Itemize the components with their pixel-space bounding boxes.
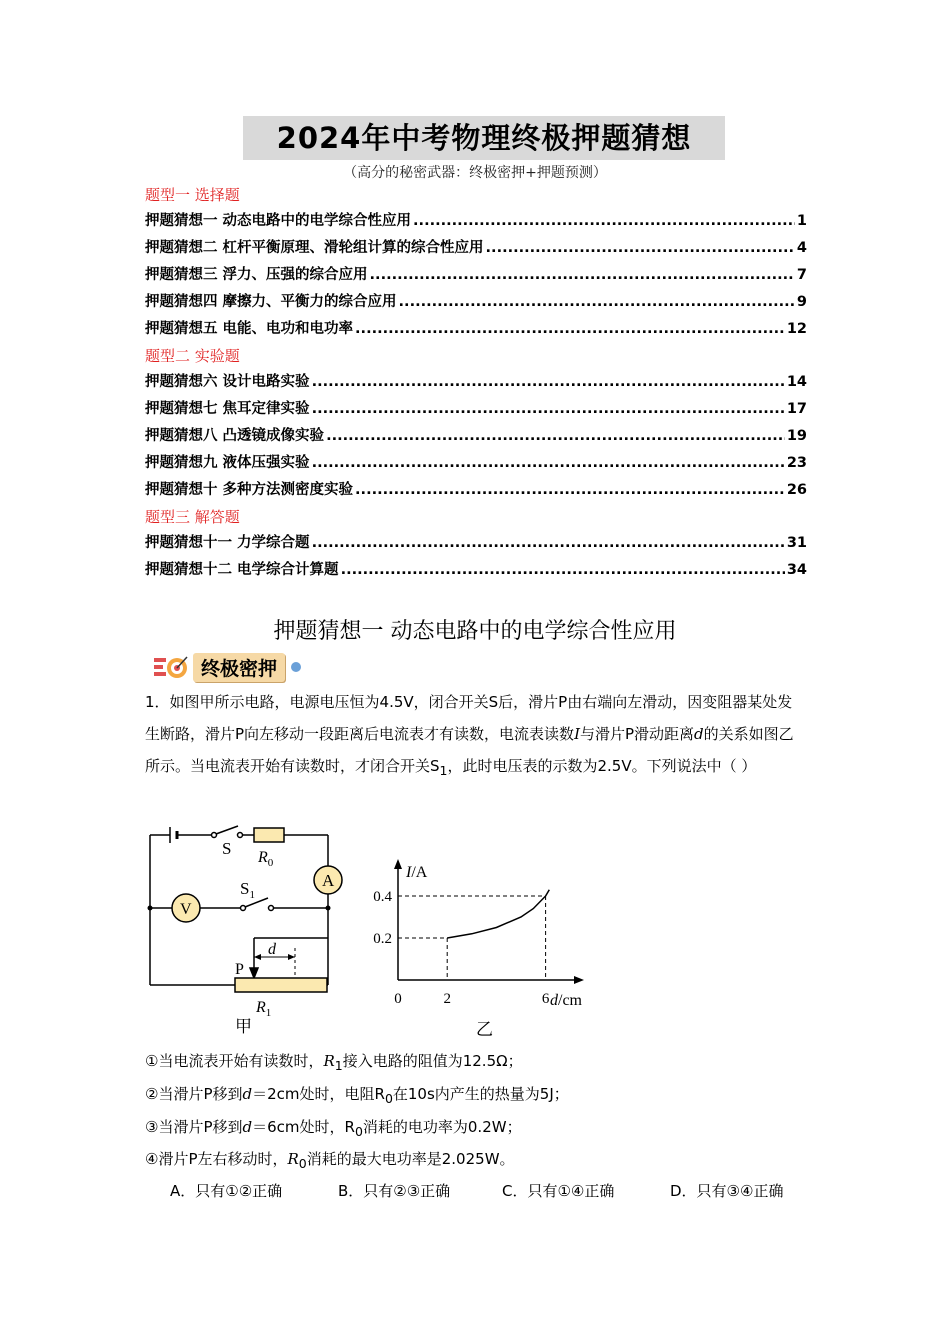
statement-text: 当电流表开始有读数时， (158, 1052, 324, 1070)
toc-entry-page: 1 (796, 213, 807, 229)
choice-c[interactable]: C．只有①④正确 (502, 1182, 615, 1200)
circuit-diagram (140, 820, 360, 1040)
toc-entry[interactable] (145, 423, 807, 450)
y-axis-label: I/A (406, 864, 428, 881)
label-r1: $R_1$ (256, 999, 272, 1019)
toc-entry[interactable] (145, 557, 807, 584)
toc-entry-label: 押题猜想一 动态电路中的电学综合性应用 (145, 213, 412, 229)
toc-entry[interactable] (145, 316, 807, 343)
statement-variable: d (242, 1118, 253, 1136)
statement-text: 当滑片P移到 (158, 1085, 243, 1103)
question-text (145, 686, 805, 787)
toc-entry-label: 押题猜想七 焦耳定律实验 (145, 401, 310, 417)
toc-entry-label: 押题猜想十一 力学综合题 (145, 535, 310, 551)
y-tick-label: 0.4 (373, 889, 392, 905)
x-tick-label: 2 (443, 991, 451, 1007)
toc-entry-page: 17 (786, 401, 807, 417)
question-part-2: 与滑片P滑动距离 (580, 725, 695, 743)
toc-leader-dots (312, 530, 785, 557)
chart-current-vs-distance (360, 855, 600, 1040)
label-p: P (235, 961, 244, 978)
toc-leader-dots (355, 477, 785, 504)
toc-entry-label: 押题猜想五 电能、电功和电功率 (145, 321, 354, 337)
toc-entry[interactable] (145, 262, 807, 289)
toc-leader-dots (370, 262, 795, 289)
table-of-contents (145, 182, 807, 584)
x-tick-label: 6 (541, 991, 550, 1007)
toc-entry-label: 押题猜想三 浮力、压强的综合应用 (145, 267, 368, 283)
toc-entry-page: 14 (786, 374, 807, 390)
statement-variable: R (323, 1052, 335, 1070)
choice-b[interactable]: B．只有②③正确 (338, 1182, 451, 1200)
statement-text: 在10s内产生的热量为5J； (392, 1085, 569, 1103)
section-title: 押题猜想一 动态电路中的电学综合性应用 (273, 619, 677, 644)
toc-entry-page: 31 (786, 535, 807, 551)
toc-leader-dots (399, 289, 795, 316)
toc-leader-dots (486, 235, 795, 262)
statement-1 (145, 1050, 523, 1073)
toc-entry[interactable] (145, 477, 807, 504)
statement-text: 滑片P左右移动时， (158, 1150, 288, 1168)
question-part-4: ，此时电压表的示数为2.5V。下列说法中（ ） (447, 757, 757, 775)
toc-leader-dots (312, 369, 785, 396)
subtitle: （高分的秘密武器：终极密押+押题预测） (343, 165, 607, 181)
toc-entry-page: 4 (796, 240, 807, 256)
statement-subscript: 0 (298, 1156, 307, 1171)
statement-text: 消耗的最大电功率是2.025W。 (306, 1150, 515, 1168)
statement-variable: R (287, 1150, 299, 1168)
badge-label: 终极密押 (193, 653, 285, 682)
toc-entry-page: 34 (786, 562, 807, 578)
question-part-1: 1．如图甲所示电路，电源电压恒为4.5V，闭合开关S后，滑片P由右端向左滑动，因变阻器某处发生断路，滑片P向左移动一段距离后电流表才有读数，电流表读数 (145, 693, 793, 743)
statement-text: ＝2cm处时，电阻R (252, 1085, 385, 1103)
statement-subscript: 0 (354, 1124, 363, 1139)
label-r0: $R_0$ (258, 849, 274, 869)
statement-variable: d (242, 1085, 253, 1103)
x-axis-label: d/cm (550, 992, 582, 1009)
statement-3 (145, 1116, 522, 1139)
toc-leader-dots (312, 396, 785, 423)
toc-entry-page: 7 (796, 267, 807, 283)
statement-mark: ② (145, 1085, 159, 1103)
toc-section-heading: 题型一 选择题 (145, 186, 240, 204)
statement-text: ＝6cm处时，R (252, 1118, 355, 1136)
toc-entry[interactable] (145, 396, 807, 423)
x-tick-label: 0 (394, 991, 402, 1007)
series-line (447, 896, 545, 938)
label-a: A (322, 871, 335, 890)
badge-dot (291, 662, 301, 672)
toc-leader-dots (341, 557, 785, 584)
main-title: 2024年中考物理终极押题猜想 (243, 116, 725, 160)
toc-entry-label: 押题猜想八 凸透镜成像实验 (145, 428, 325, 444)
caption-a: 甲 (235, 1017, 252, 1037)
toc-leader-dots (355, 316, 785, 343)
answer-choices (170, 1180, 783, 1201)
y-tick-label: 0.2 (373, 931, 392, 947)
label-s: S (222, 839, 232, 858)
toc-entry[interactable] (145, 369, 807, 396)
toc-entry-page: 19 (786, 428, 807, 444)
caption-b: 乙 (476, 1020, 493, 1040)
toc-leader-dots (312, 450, 785, 477)
statement-2 (145, 1083, 569, 1106)
toc-entry-page: 26 (786, 482, 807, 498)
toc-entry-label: 押题猜想二 杠杆平衡原理、滑轮组计算的综合性应用 (145, 240, 484, 256)
statement-mark: ③ (145, 1118, 159, 1136)
statement-mark: ① (145, 1052, 159, 1070)
label-v: V (180, 901, 192, 918)
toc-entry-page: 12 (786, 321, 807, 337)
statement-subscript: 1 (334, 1058, 343, 1073)
question-part-3: 的关系如图乙所示。当电流表开始有读数时，才闭合开关S (145, 725, 794, 775)
var-i: I (574, 725, 580, 743)
badge (153, 652, 301, 682)
statement-subscript: 0 (384, 1091, 393, 1106)
toc-entry[interactable] (145, 530, 807, 557)
toc-section-heading: 题型三 解答题 (145, 508, 240, 526)
toc-entry-label: 押题猜想十 多种方法测密度实验 (145, 482, 354, 498)
toc-entry-label: 押题猜想九 液体压强实验 (145, 455, 310, 471)
sub-1: 1 (439, 763, 448, 778)
label-s1: $S_1$ (240, 879, 255, 901)
statement-text: 接入电路的阻值为12.5Ω； (342, 1052, 523, 1070)
toc-entry-label: 押题猜想六 设计电路实验 (145, 374, 310, 390)
toc-entry[interactable] (145, 208, 807, 235)
choice-d[interactable]: D．只有③④正确 (670, 1182, 784, 1200)
choice-a[interactable]: A．只有①②正确 (170, 1182, 283, 1200)
series-line-tail (546, 890, 550, 896)
toc-entry-page: 23 (786, 455, 807, 471)
toc-entry[interactable] (145, 450, 807, 477)
var-d: d (694, 725, 704, 743)
toc-leader-dots (413, 208, 795, 235)
statement-mark: ④ (145, 1150, 159, 1168)
toc-leader-dots (326, 423, 785, 450)
label-d: d (268, 941, 276, 958)
toc-entry-label: 押题猜想十二 电学综合计算题 (145, 562, 339, 578)
toc-entry[interactable] (145, 289, 807, 316)
toc-entry[interactable] (145, 235, 807, 262)
toc-entry-label: 押题猜想四 摩擦力、平衡力的综合应用 (145, 294, 397, 310)
toc-section-heading: 题型二 实验题 (145, 347, 240, 365)
target-icon (153, 654, 189, 680)
statement-text: 当滑片P移到 (158, 1118, 243, 1136)
statement-4 (145, 1148, 515, 1171)
statement-text: 消耗的电功率为0.2W； (362, 1118, 522, 1136)
toc-entry-page: 9 (796, 294, 807, 310)
